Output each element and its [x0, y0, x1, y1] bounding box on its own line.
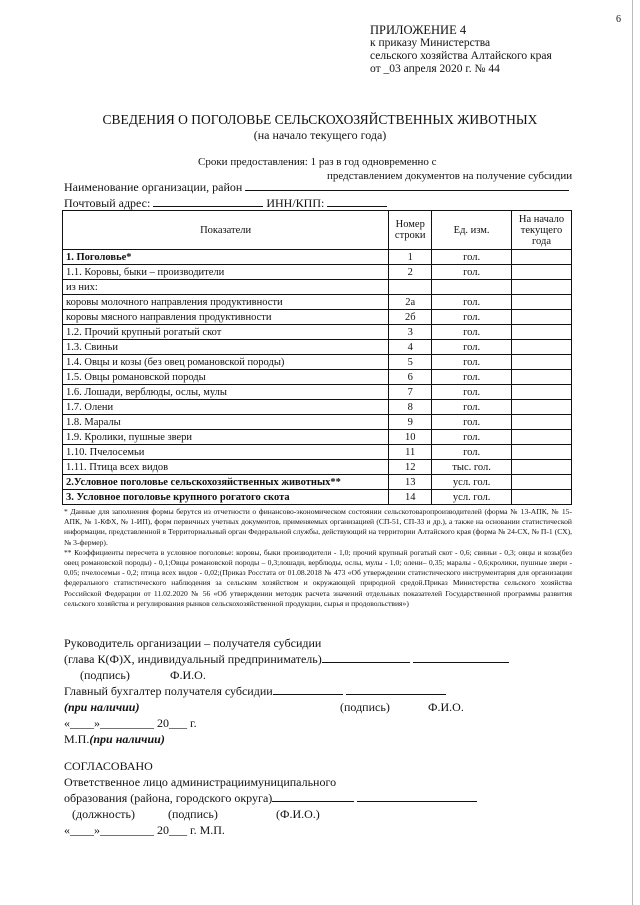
row-number-cell: 8 [389, 400, 432, 415]
approval-fio-label: (Ф.И.О.) [276, 807, 320, 821]
unit-cell: гол. [432, 295, 512, 310]
row-number-cell [389, 280, 432, 295]
indicator-cell: 1.8. Маралы [63, 415, 389, 430]
table-header-row [63, 211, 572, 250]
mp-label: М.П. [64, 732, 90, 746]
row-number-cell: 14 [389, 490, 432, 505]
table-row [63, 475, 572, 490]
unit-cell: гол. [432, 250, 512, 265]
appendix-title: ПРИЛОЖЕНИЕ 4 [370, 23, 467, 37]
indicator-cell: 1.10. Пчелосемьи [63, 445, 389, 460]
col-header-unit: Ед. изм. [432, 211, 512, 250]
table-row [63, 310, 572, 325]
table-row [63, 280, 572, 295]
table-row [63, 340, 572, 355]
indicator-cell: 1.6. Лошади, верблюды, ослы, мулы [63, 385, 389, 400]
table-row [63, 400, 572, 415]
fio-label: Ф.И.О. [170, 668, 206, 682]
row-number-cell: 9 [389, 415, 432, 430]
row-number-cell: 5 [389, 355, 432, 370]
indicator-cell: коровы молочного направления продуктивности [63, 295, 389, 310]
table-row [63, 250, 572, 265]
inn-input-line[interactable] [327, 206, 387, 207]
table-row [63, 430, 572, 445]
accountant-fio-input[interactable] [346, 694, 446, 695]
row-number-cell: 12 [389, 460, 432, 475]
table-row [63, 385, 572, 400]
podpis-label: (подпись) [80, 668, 130, 682]
approval-line2 [64, 791, 477, 806]
unit-cell: гол. [432, 400, 512, 415]
address-field [64, 196, 387, 211]
accountant-label: Главный бухгалтер получателя субсидии [64, 684, 273, 698]
appendix-line: к приказу Министерства [370, 37, 491, 49]
unit-cell: гол. [432, 310, 512, 325]
unit-cell: гол. [432, 385, 512, 400]
deadline-line2: представлением документов на получение субсидии [327, 170, 573, 182]
value-cell[interactable] [512, 370, 572, 385]
indicator-cell: 1. Поголовье* [63, 250, 389, 265]
document-title: СВЕДЕНИЯ О ПОГОЛОВЬЕ СЕЛЬСКОХОЗЯЙСТВЕННЫХ ЖИВОТНЫХ [102, 112, 538, 127]
appendix-header [370, 24, 552, 76]
table-row [63, 370, 572, 385]
value-cell[interactable] [512, 490, 572, 505]
head-signature-line2 [64, 652, 509, 667]
row-number-cell: 2а [389, 295, 432, 310]
table-row [63, 325, 572, 340]
livestock-table [62, 210, 572, 505]
row-number-cell: 11 [389, 445, 432, 460]
approval-fio-input[interactable] [357, 801, 477, 802]
col-header-indicator: Показатели [63, 211, 389, 250]
value-cell[interactable] [512, 430, 572, 445]
appendix-line: от _03 апреля 2020 г. № 44 [370, 63, 500, 75]
org-input-line[interactable] [245, 190, 569, 191]
row-number-cell: 2 [389, 265, 432, 280]
document-subtitle: (на начало текущего года) [253, 128, 387, 142]
row-number-cell: 10 [389, 430, 432, 445]
signature-input[interactable] [322, 662, 410, 663]
stamp-line [64, 732, 165, 747]
unit-cell: гол. [432, 325, 512, 340]
approval-podpis-label: (подпись) [168, 807, 218, 821]
if-any-label: (при наличии) [64, 700, 140, 714]
unit-cell: гол. [432, 430, 512, 445]
value-cell[interactable] [512, 445, 572, 460]
table-row [63, 295, 572, 310]
approval-title: СОГЛАСОВАНО [64, 759, 153, 773]
deadline-line1: Сроки предоставления: 1 раз в год одновременно с [198, 156, 437, 168]
approval-date-line[interactable]: «____»_________ 20___ г. М.П. [64, 823, 225, 837]
table-row [63, 355, 572, 370]
approval-line1: Ответственное лицо администрациимуниципального [64, 775, 337, 789]
row-number-cell: 4 [389, 340, 432, 355]
value-cell[interactable] [512, 295, 572, 310]
table-row [63, 265, 572, 280]
value-cell[interactable] [512, 415, 572, 430]
footnotes [64, 507, 572, 609]
head-signature-line1: Руководитель организации – получателя субсидии [64, 636, 322, 650]
page-number: 6 [616, 14, 621, 25]
accountant-line [64, 684, 446, 699]
footnote-2: ** Коэффициенты пересчета в условное поголовье: коровы, быки производители - 1,0; прочий крупный рогатый скот - 0,6; свиньи - 0,3; овцы и козы(без овец романовской породы) - 0,1;Овцы романовской породы – 0,3;лошади, верблюды, ослы, мулы - 1,0; олени– 0,35; маралы - 0,6;кролики, пушные звери - 0,05; пчелосемьи - 0,2; птица всех видов - 0,02;(Приказ Росстата от 01.08.2018 № 473 «Об утверждении статистического инструментария для организации федерального статистического наблюдения за сельским хозяйством и окружающей природной средой.Приказ Министерства сельского хозяйства Российской Федерации от 11.02.2020 № 56 «Об утверждении методик расчета значений отдельных показателей Государственной программы развития сельского хозяйства и регулирования рынков сельскохозяйственной продукции, сырья и продовольствия») [64, 547, 572, 608]
approval-signature-input[interactable] [272, 801, 354, 802]
unit-cell: усл. гол. [432, 490, 512, 505]
indicator-cell: 1.1. Коровы, быки – производители [63, 265, 389, 280]
row-number-cell: 7 [389, 385, 432, 400]
indicator-cell: 1.5. Овцы романовской породы [63, 370, 389, 385]
org-field [64, 180, 569, 195]
indicator-cell: 1.2. Прочий крупный рогатый скот [63, 325, 389, 340]
value-cell[interactable] [512, 475, 572, 490]
value-cell[interactable] [512, 265, 572, 280]
indicator-cell: из них: [63, 280, 389, 295]
fio2-label: Ф.И.О. [428, 700, 464, 714]
indicator-cell: 1.7. Олени [63, 400, 389, 415]
approval-position-label: (должность) [72, 807, 135, 821]
address-label: Почтовый адрес: [64, 196, 151, 210]
indicator-cell: 3. Условное поголовье крупного рогатого скота [63, 490, 389, 505]
address-input-line[interactable] [153, 206, 263, 207]
row-number-cell: 2б [389, 310, 432, 325]
podpis2-label: (подпись) [340, 700, 390, 714]
indicator-cell: 1.3. Свиньи [63, 340, 389, 355]
unit-cell: гол. [432, 445, 512, 460]
mp-if-any: (при наличии) [89, 732, 165, 746]
value-cell[interactable] [512, 250, 572, 265]
row-number-cell: 13 [389, 475, 432, 490]
row-number-cell: 6 [389, 370, 432, 385]
table-row [63, 415, 572, 430]
value-cell[interactable] [512, 400, 572, 415]
row-number-cell: 3 [389, 325, 432, 340]
unit-cell: усл. гол. [432, 475, 512, 490]
date-line[interactable]: «____»_________ 20___ г. [64, 716, 197, 730]
value-cell[interactable] [512, 310, 572, 325]
inn-label: ИНН/КПП: [266, 196, 325, 210]
value-cell[interactable] [512, 460, 572, 475]
indicator-cell: 1.4. Овцы и козы (без овец романовской породы) [63, 355, 389, 370]
unit-cell: гол. [432, 355, 512, 370]
unit-cell [432, 280, 512, 295]
unit-cell: гол. [432, 370, 512, 385]
footnote-1: * Данные для заполнения формы берутся из отчетности о финансово-экономическом состоянии сельскотоваропроизводителей (форма № 13-АПК, № 15-АПК, № 1-КФХ, № 1-ИП), форм первичных учетных документов, применяемых организацией (СП-51, СП-33 и др.), а также на основании статистической информации, представленной в Территориальный орган Федеральной службы, действующий на территории Алтайского края (форма № 24-СХ, № П-1 (СХ), № 3-фермер). [64, 507, 572, 547]
value-cell[interactable] [512, 355, 572, 370]
unit-cell: гол. [432, 340, 512, 355]
indicator-cell: 1.9. Кролики, пушные звери [63, 430, 389, 445]
accountant-signature-input[interactable] [273, 694, 343, 695]
unit-cell: тыс. гол. [432, 460, 512, 475]
indicator-cell: 1.11. Птица всех видов [63, 460, 389, 475]
value-cell[interactable] [512, 325, 572, 340]
approval-org: образования (района, городского округа) [64, 791, 273, 805]
appendix-line: сельского хозяйства Алтайского края [370, 50, 552, 62]
org-label: Наименование организации, район [64, 180, 243, 194]
head-role: (глава К(Ф)Х, индивидуальный предприниматель) [64, 652, 322, 666]
table-row [63, 490, 572, 505]
col-header-row-number: Номер строки [389, 211, 432, 250]
row-number-cell: 1 [389, 250, 432, 265]
indicator-cell: 2.Условное поголовье сельскохозяйственных животных** [63, 475, 389, 490]
indicator-cell: коровы мясного направления продуктивности [63, 310, 389, 325]
value-cell[interactable] [512, 280, 572, 295]
fio-input[interactable] [413, 662, 509, 663]
unit-cell: гол. [432, 415, 512, 430]
table-row [63, 460, 572, 475]
unit-cell: гол. [432, 265, 512, 280]
value-cell[interactable] [512, 385, 572, 400]
value-cell[interactable] [512, 340, 572, 355]
col-header-value: На начало текущего года [512, 211, 572, 250]
table-row [63, 445, 572, 460]
